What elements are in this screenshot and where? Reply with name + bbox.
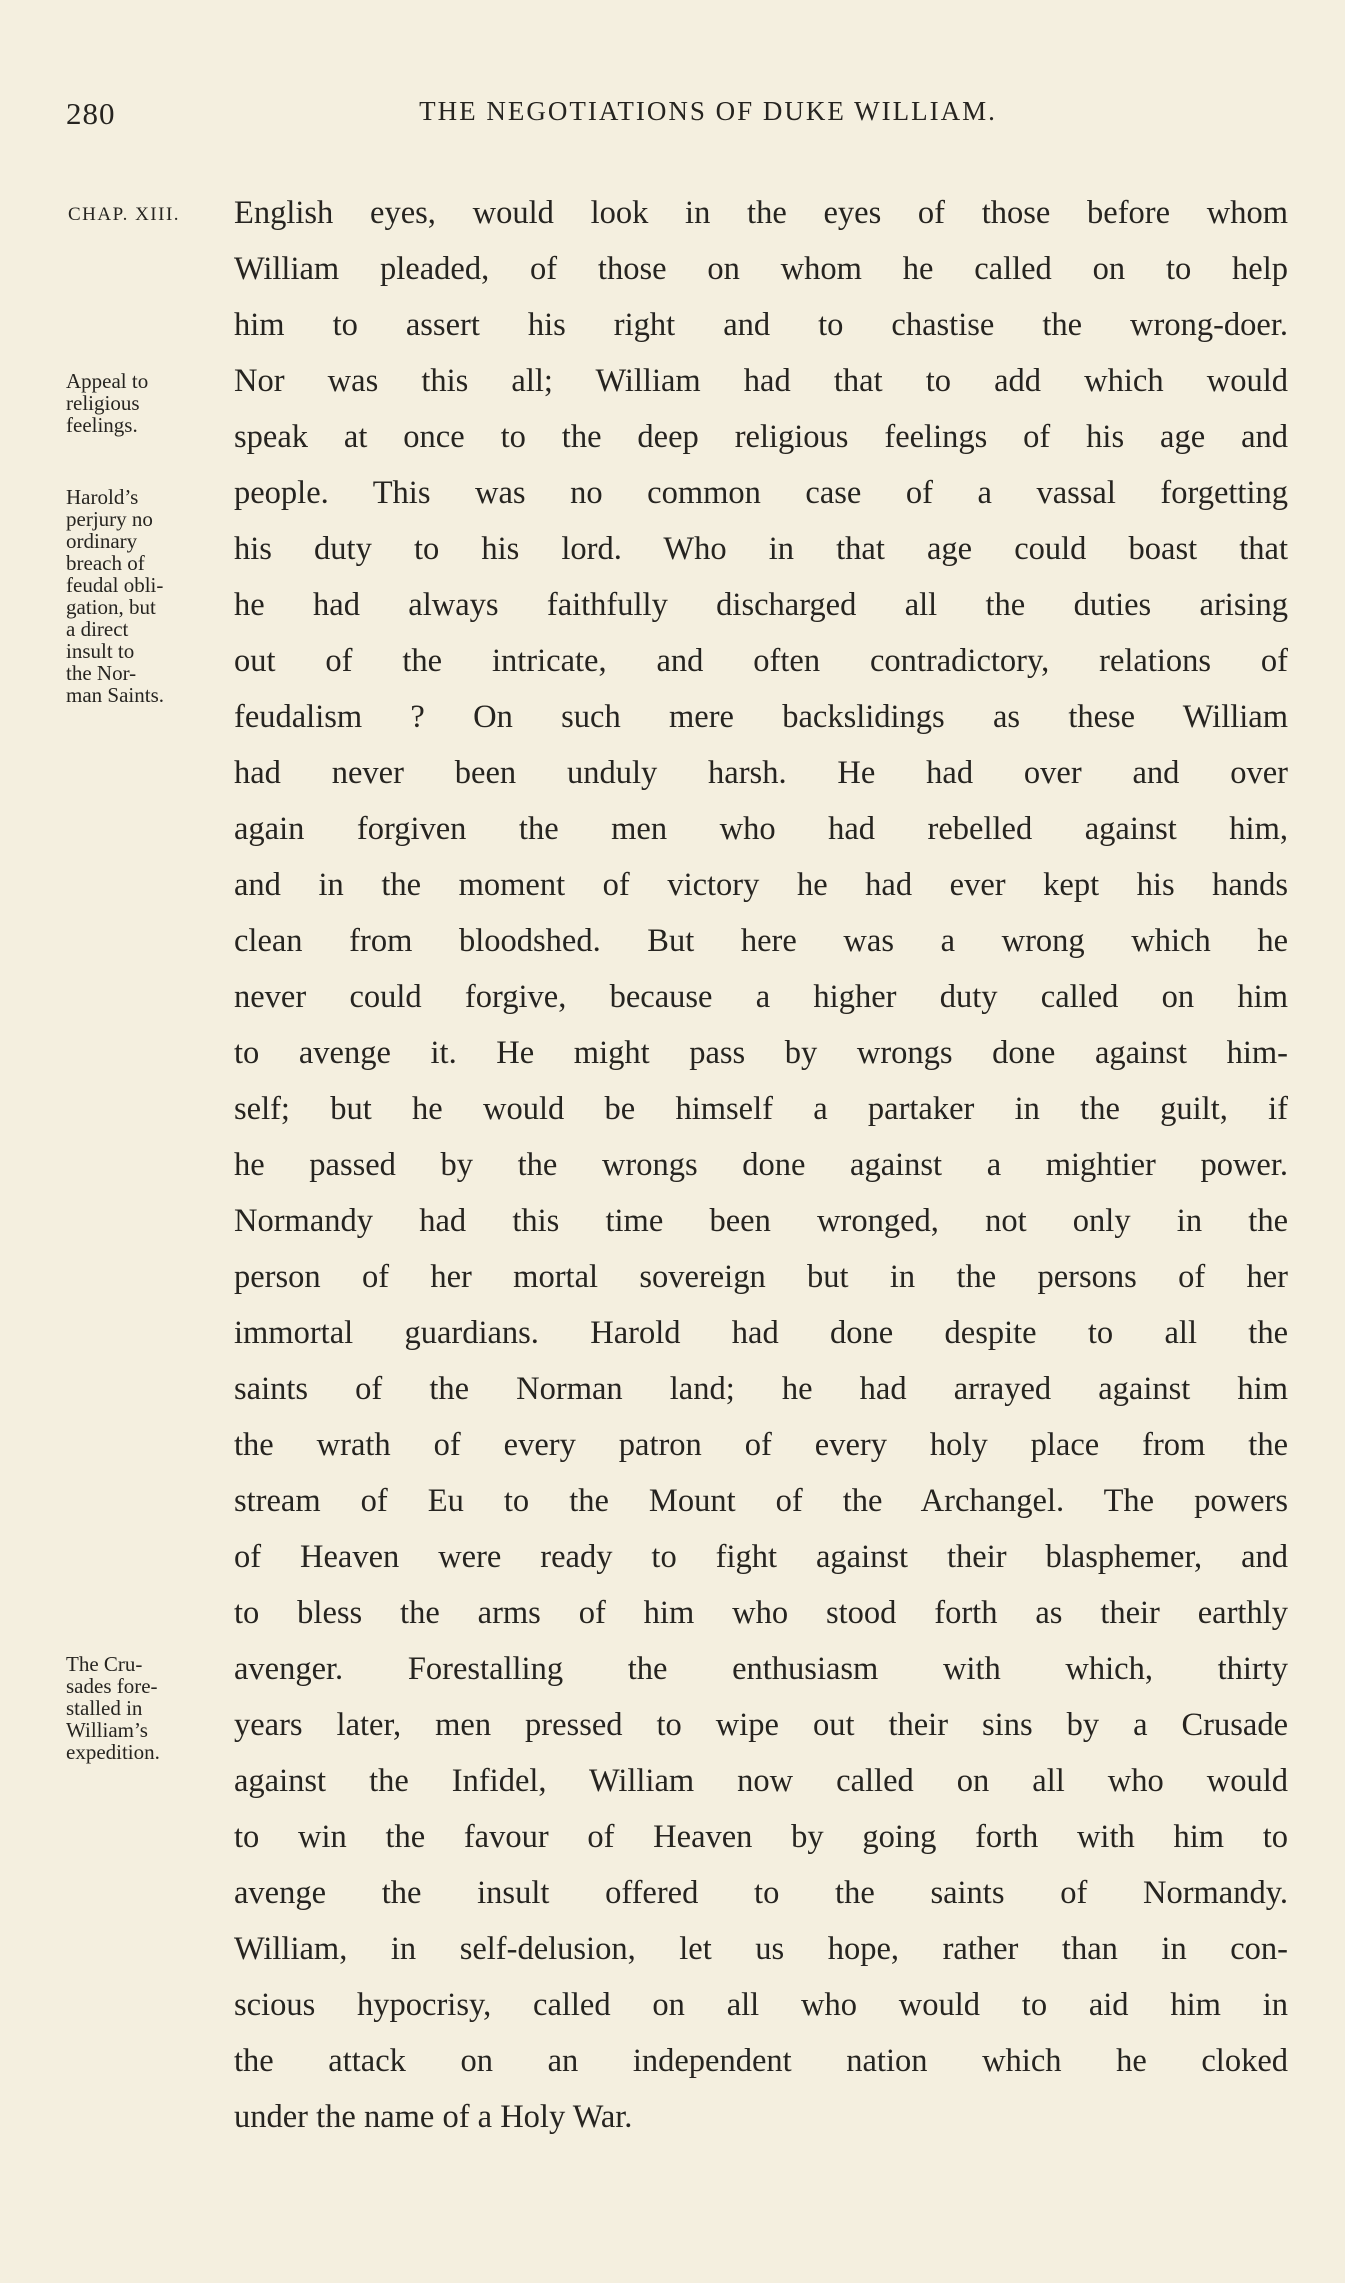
- sidenote-line: a direct: [66, 617, 129, 641]
- text-line: William pleaded, of those on whom he called on to help: [234, 251, 1288, 287]
- text-line: had never been unduly harsh. He had over and over: [234, 755, 1288, 791]
- text-line: clean from bloodshed. But here was a wrong which he: [234, 923, 1288, 959]
- text-line: years later, men pressed to wipe out their sins by a Crusade: [234, 1707, 1288, 1743]
- sidenote-line: Harold’s: [66, 485, 139, 509]
- sidenote-crusades: [66, 1653, 226, 1763]
- running-head: THE NEGOTIATIONS OF DUKE WILLIAM.: [419, 96, 997, 126]
- text-line: speak at once to the deep religious feelings of his age and: [234, 419, 1288, 455]
- text-line: and in the moment of victory he had ever kept his hands: [234, 867, 1288, 903]
- text-line: Nor was this all; William had that to add which would: [234, 363, 1288, 399]
- sidenote-line: gation, but: [66, 595, 156, 619]
- sidenote-line: man Saints.: [66, 683, 164, 707]
- text-line: to win the favour of Heaven by going forth with him to: [234, 1819, 1288, 1855]
- sidenote-appeal: [66, 370, 226, 436]
- sidenote-line: sades fore-: [66, 1674, 158, 1698]
- text-line: of Heaven were ready to fight against their blasphemer, and: [234, 1539, 1288, 1575]
- sidenote-line: stalled in: [66, 1696, 143, 1720]
- text-line: he passed by the wrongs done against a mightier power.: [234, 1147, 1288, 1183]
- sidenote-line: religious: [66, 391, 140, 415]
- text-line: again forgiven the men who had rebelled against him,: [234, 811, 1288, 847]
- sidenote-line: Appeal to: [66, 369, 149, 393]
- sidenote-line: feudal obli-: [66, 573, 164, 597]
- text-line: immortal guardians. Harold had done despite to all the: [234, 1315, 1288, 1351]
- text-line: the attack on an independent nation which he cloked: [234, 2043, 1288, 2079]
- sidenote-line: insult to: [66, 639, 135, 663]
- text-line: out of the intricate, and often contradictory, relations of: [234, 643, 1288, 679]
- text-line: saints of the Norman land; he had arrayed against him: [234, 1371, 1288, 1407]
- text-line: William, in self-delusion, let us hope, rather than in con-: [234, 1931, 1288, 1967]
- sidenote-line: expedition.: [66, 1740, 160, 1764]
- text-line: avenger. Forestalling the enthusiasm with which, thirty: [234, 1651, 1288, 1687]
- page-number: 280: [66, 96, 116, 131]
- text-line: person of her mortal sovereign but in the persons of her: [234, 1259, 1288, 1295]
- text-line: he had always faithfully discharged all the duties arising: [234, 587, 1288, 623]
- text-line: feudalism ? On such mere backslidings as these William: [234, 699, 1288, 735]
- sidenote-line: breach of: [66, 551, 145, 575]
- chapter-label: CHAP. XIII.: [68, 204, 181, 225]
- text-line: him to assert his right and to chastise the wrong-doer.: [234, 307, 1288, 343]
- text-line: to avenge it. He might pass by wrongs done against him-: [234, 1035, 1288, 1071]
- sidenote-line: perjury no: [66, 507, 153, 531]
- sidenote-line: The Cru-: [66, 1652, 143, 1676]
- text-line: self; but he would be himself a partaker in the guilt, if: [234, 1091, 1288, 1127]
- text-line: Normandy had this time been wronged, not only in the: [234, 1203, 1288, 1239]
- text-line: his duty to his lord. Who in that age could boast that: [234, 531, 1288, 567]
- text-line: scious hypocrisy, called on all who would to aid him in: [234, 1987, 1288, 2023]
- text-line: people. This was no common case of a vassal forgetting: [234, 475, 1288, 511]
- text-line: under the name of a Holy War.: [234, 2099, 633, 2135]
- sidenote-line: William’s: [66, 1718, 148, 1742]
- text-line: stream of Eu to the Mount of the Archangel. The powers: [234, 1483, 1288, 1519]
- text-line: never could forgive, because a higher duty called on him: [234, 979, 1288, 1015]
- page-header: [66, 96, 1290, 144]
- body-text: [234, 185, 1288, 2145]
- sidenote-line: feelings.: [66, 413, 138, 437]
- text-line: to bless the arms of him who stood forth as their earthly: [234, 1595, 1288, 1631]
- sidenote-line: the Nor-: [66, 661, 137, 685]
- text-line: against the Infidel, William now called on all who would: [234, 1763, 1288, 1799]
- sidenote-line: ordinary: [66, 529, 138, 553]
- text-line: avenge the insult offered to the saints of Normandy.: [234, 1875, 1288, 1911]
- text-line: English eyes, would look in the eyes of those before whom: [234, 195, 1288, 231]
- sidenote-perjury: [66, 486, 226, 706]
- text-line: the wrath of every patron of every holy place from the: [234, 1427, 1288, 1463]
